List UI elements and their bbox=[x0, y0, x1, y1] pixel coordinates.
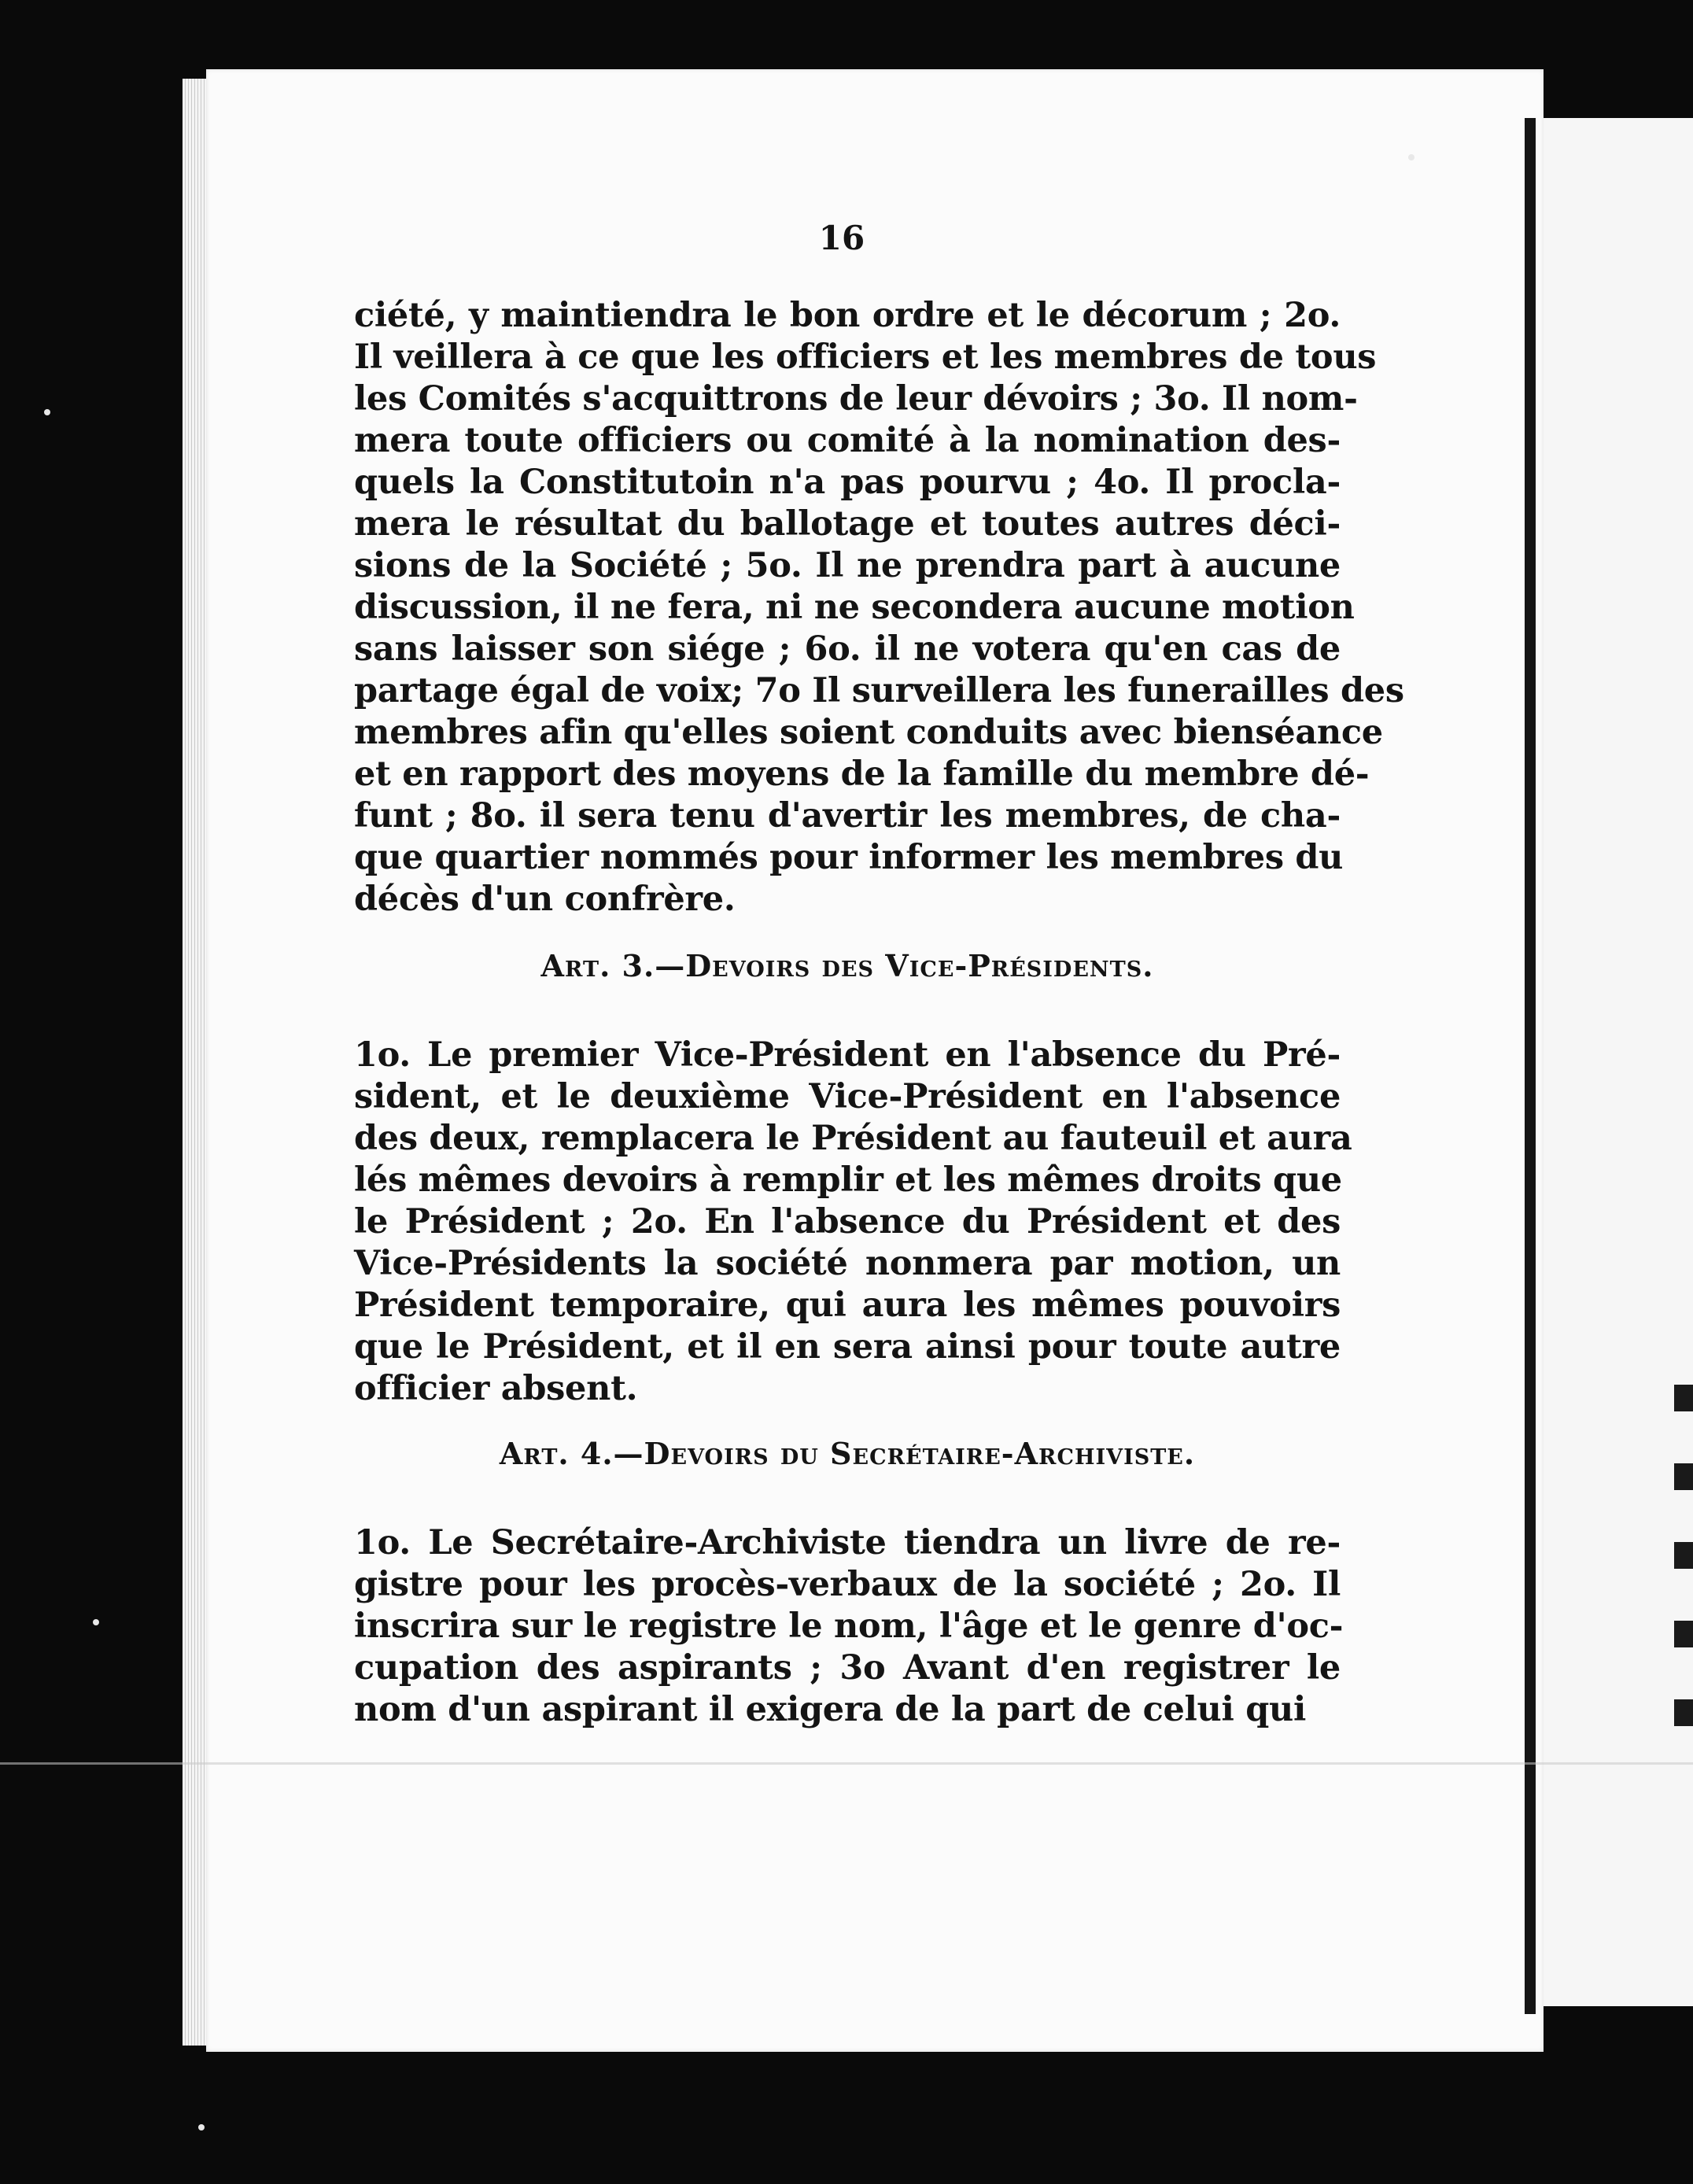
text-line: lés mêmes devoirs à remplir et les mêmes droits que bbox=[354, 1160, 1342, 1200]
text-line: discussion, il ne fera, ni ne secondera aucune motion bbox=[354, 588, 1355, 627]
facing-page-fragment bbox=[1674, 1463, 1693, 1490]
page-number: 16 bbox=[818, 219, 865, 257]
paragraph-president-duties bbox=[354, 295, 1404, 920]
facing-page bbox=[1544, 118, 1693, 2006]
text-line: cupation des aspirants ; 3o Avant d'en registrer le bbox=[354, 1648, 1341, 1688]
article-4-heading: Art. 4.—Devoirs du Secrétaire-Archiviste. bbox=[499, 1436, 1196, 1471]
paragraph-vice-presidents bbox=[354, 1035, 1352, 1410]
dust-speck bbox=[198, 2124, 205, 2131]
facing-page-fragment bbox=[1674, 1621, 1693, 1647]
text-line: le Président ; 2o. En l'absence du Président et des bbox=[354, 1202, 1341, 1241]
text-line: funt ; 8o. il sera tenu d'avertir les membres, de cha- bbox=[354, 796, 1341, 836]
text-line: 1o. Le Secrétaire-Archiviste tiendra un livre de re- bbox=[354, 1523, 1341, 1562]
book-gutter bbox=[1525, 118, 1536, 2014]
text-line: officier absent. bbox=[354, 1369, 638, 1408]
paragraph-secretary bbox=[354, 1522, 1344, 1731]
scan-artifact-line bbox=[0, 1762, 1693, 1765]
text-line: Il veillera à ce que les officiers et les membres de tous bbox=[354, 338, 1377, 377]
dust-speck bbox=[93, 1619, 99, 1625]
text-line: membres afin qu'elles soient conduits avec bienséance bbox=[354, 713, 1383, 752]
text-line: mera toute officiers ou comité à la nomination des- bbox=[354, 421, 1341, 460]
text-line: mera le résultat du ballotage et toutes autres déci- bbox=[354, 504, 1341, 544]
text-line: les Comités s'acquittrons de leur dévoirs ; 3o. Il nom- bbox=[354, 379, 1358, 419]
facing-page-fragment bbox=[1674, 1542, 1693, 1569]
text-line: 1o. Le premier Vice-Président en l'absence du Pré- bbox=[354, 1035, 1341, 1075]
facing-page-fragment bbox=[1674, 1385, 1693, 1411]
text-line: sions de la Société ; 5o. Il ne prendra part à aucune bbox=[354, 546, 1341, 585]
text-line: que quartier nommés pour informer les membres du bbox=[354, 838, 1344, 877]
text-line: des deux, remplacera le Président au fauteuil et aura bbox=[354, 1119, 1352, 1158]
text-line: partage égal de voix; 7o Il surveillera les funerailles des bbox=[354, 671, 1404, 710]
article-3-heading: Art. 3.—Devoirs des Vice-Présidents. bbox=[540, 948, 1154, 983]
text-line: ciété, y maintiendra le bon ordre et le décorum ; 2o. bbox=[354, 296, 1341, 335]
dust-speck bbox=[1408, 154, 1415, 160]
text-line: quels la Constitutoin n'a pas pourvu ; 4o. Il procla- bbox=[354, 463, 1341, 502]
text-line: et en rapport des moyens de la famille du membre dé- bbox=[354, 754, 1370, 794]
text-line: nom d'un aspirant il exigera de la part de celui qui bbox=[354, 1690, 1306, 1729]
text-line: Vice-Présidents la société nonmera par motion, un bbox=[354, 1244, 1341, 1283]
text-line: sident, et le deuxième Vice-Président en l'absence bbox=[354, 1077, 1341, 1116]
text-line: que le Président, et il en sera ainsi pour toute autre bbox=[354, 1327, 1341, 1367]
text-line: inscrira sur le registre le nom, l'âge et le genre d'oc- bbox=[354, 1607, 1344, 1646]
facing-page-fragment bbox=[1674, 1699, 1693, 1726]
page-edges bbox=[183, 79, 209, 2046]
dust-speck bbox=[44, 409, 50, 415]
text-line: gistre pour les procès-verbaux de la société ; 2o. Il bbox=[354, 1565, 1341, 1604]
text-line: Président temporaire, qui aura les mêmes pouvoirs bbox=[354, 1286, 1341, 1325]
text-line: décès d'un confrère. bbox=[354, 880, 736, 919]
text-line: sans laisser son siége ; 6o. il ne votera qu'en cas de bbox=[354, 629, 1341, 669]
